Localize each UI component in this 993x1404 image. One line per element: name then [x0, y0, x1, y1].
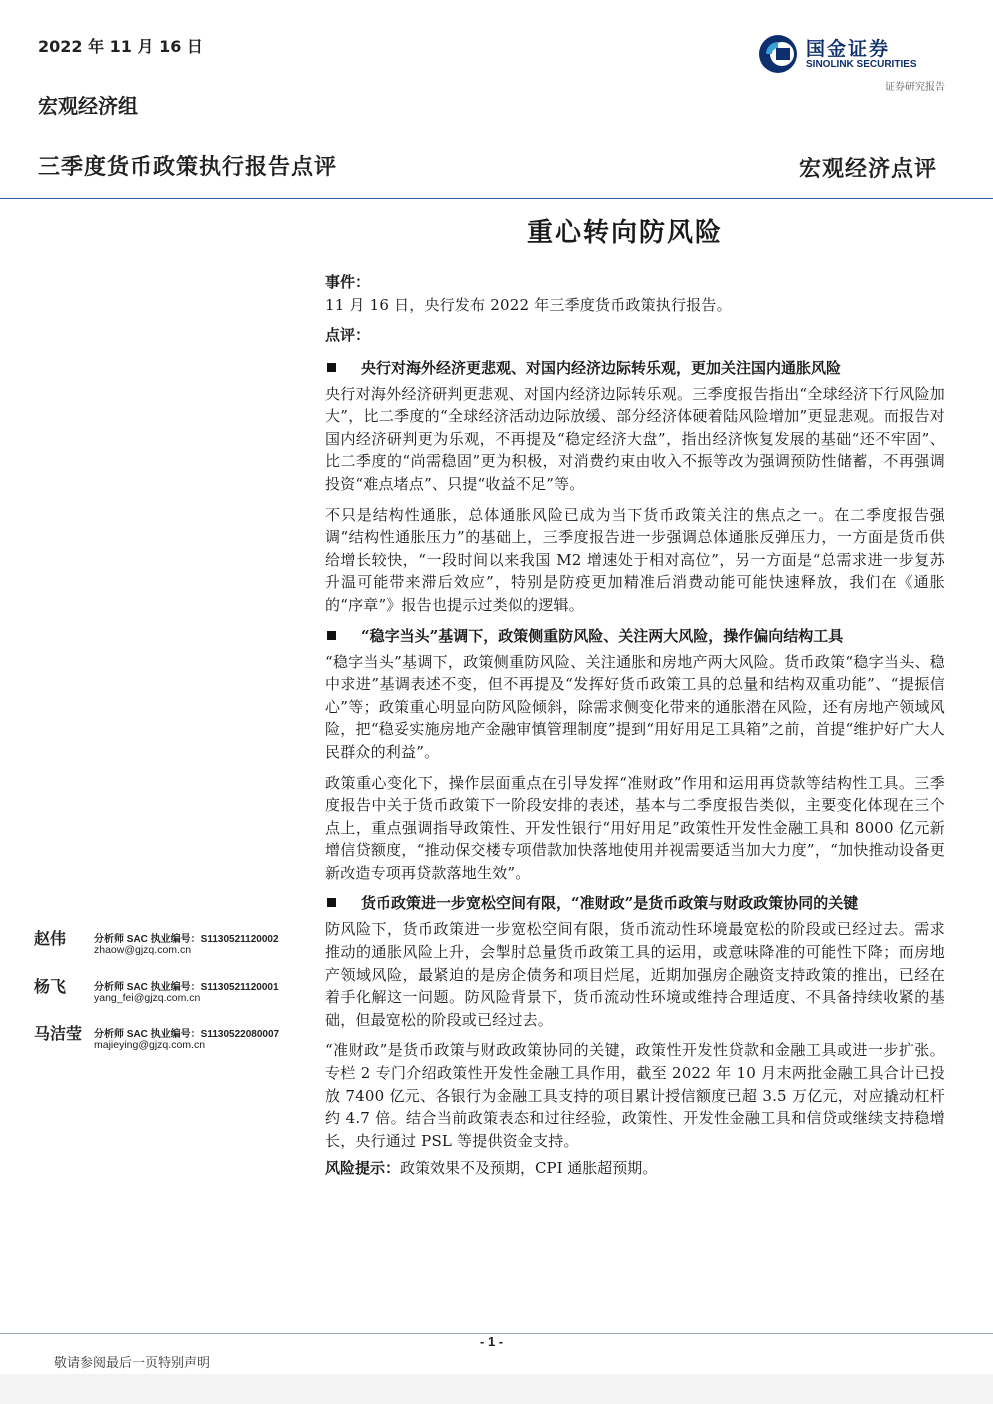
section-paragraph: 央行对海外经济研判更悲观、对国内经济边际转乐观。三季度报告指出“全球经济下行风险加大”，比二季度的“全球经济活动边际放缓、部分经济体硬着陆风险增加”更显悲观。而报告对国内经济研判更为乐观，不再提及“稳定经济大盘”，指出经济恢复发展的基础“还不牢固”、比二季度的“尚需稳固”更为积极，对消费约束由收入不振等改为强调预防性储蓄，不再强调投资“难点堵点”、只提“收益不足”等。: [325, 384, 945, 493]
analyst-sac-id: 分析师 SAC 执业编号：S1130522080007: [94, 1029, 280, 1040]
page-number: - 1 -: [480, 1334, 504, 1349]
report-body: [325, 270, 945, 1180]
event-text: 11 月 16 日，央行发布 2022 年三季度货币政策执行报告。: [325, 296, 732, 314]
section-paragraph: 政策重心变化下，操作层面重点在引导发挥“准财政”作用和运用再贷款等结构性工具。三季度报告中关于货币政策下一阶段安排的表述，基本与二季度报告类似，主要变化体现在三个点上，重点强调指导政策性、开发性银行“用好用足”政策性开发性金融工具和 8000 亿元新增信贷额度，“推动保交楼专项借款加快落地使用并视需要适当加大力度”，“加快推动设备更新改造专项再贷款落地生效”。: [325, 773, 945, 882]
analyst-name: 杨飞: [34, 977, 67, 996]
report-date: 2022 年 11 月 16 日: [38, 37, 203, 56]
sinolink-logo-icon: [756, 32, 800, 76]
square-bullet-icon: [327, 363, 336, 372]
section-paragraph: “稳字当头”基调下，政策侧重防风险、关注通胀和房地产两大风险。货币政策“稳字当头、稳中求进”基调表述不变，但不再提及“发挥好货币政策工具的总量和结构双重功能”、“提振信心”等；政策重心明显向防风险倾斜，除需求侧变化带来的通胀潜在风险，还有房地产领域风险，把“稳妥实施房地产金融审慎管理制度”提到“用好用足工具箱”之前，首提“维护好广大人民群众的利益”。: [325, 652, 945, 761]
risk-label: 风险提示：: [325, 1159, 401, 1178]
report-category: 宏观经济点评: [798, 156, 937, 182]
disclaimer-note: 敬请参阅最后一页特别声明: [54, 1356, 211, 1371]
analyst-card: [34, 1021, 314, 1061]
section-paragraph: “准财政”是货币政策与财政政策协同的关键，政策性开发性贷款和金融工具或进一步扩张。专栏 2 专门介绍政策性开发性金融工具作用，截至 2022 年 10 月末两批金融工具合计已投放 7400 亿元、各银行为金融工具支持的项目累计授信额度已超 3.5 万亿元，对应撬动杠杆约 4.7 倍。结合当前政策表态和过往经验，政策性、开发性金融工具和信贷或继续支持稳增长，央行通过 PSL 等提供资金支持。: [325, 1041, 945, 1150]
analyst-email: yang_fei@gjzq.com.cn: [94, 992, 201, 1004]
analyst-email: zhaow@gjzq.com.cn: [94, 944, 192, 956]
event-label: 事件：: [325, 273, 371, 291]
risk-warning: [325, 1156, 945, 1180]
footer-band: [0, 1374, 993, 1404]
analyst-card: [34, 926, 314, 966]
section-heading: [325, 621, 945, 651]
section-heading: [325, 353, 945, 383]
page-title: 重心转向防风险: [527, 218, 724, 248]
report-type-label: 证券研究报告: [885, 82, 945, 93]
research-group: 宏观经济组: [38, 94, 138, 118]
analyst-sac-id: 分析师 SAC 执业编号：S1130521120002: [94, 934, 279, 945]
header-divider: [0, 198, 993, 199]
section-heading-text: 央行对海外经济更悲观、对国内经济边际转乐观，更加关注国内通胀风险: [361, 358, 842, 377]
company-logo: [756, 32, 946, 76]
analyst-name: 马洁莹: [34, 1024, 83, 1043]
logo-chinese-name: 国金证券: [806, 38, 891, 60]
analyst-name: 赵伟: [34, 929, 67, 948]
risk-text: 政策效果不及预期，CPI 通胀超预期。: [400, 1159, 658, 1178]
section-heading-text: 货币政策进一步宽松空间有限，“准财政”是货币政策与财政政策协同的关键: [361, 894, 859, 913]
analyst-card: [34, 974, 314, 1014]
comment-label: 点评：: [325, 325, 371, 344]
section-heading-text: “稳字当头”基调下，政策侧重防风险、关注两大风险，操作偏向结构工具: [361, 626, 844, 645]
square-bullet-icon: [327, 898, 336, 907]
analyst-sac-id: 分析师 SAC 执业编号：S1130521120001: [94, 982, 279, 993]
logo-english-name: SINOLINK SECURITIES: [806, 59, 917, 70]
report-subtitle: 三季度货币政策执行报告点评: [38, 154, 338, 180]
section-paragraph: 防风险下，货币政策进一步宽松空间有限，货币流动性环境最宽松的阶段或已经过去。需求推动的通胀风险上升，会掣肘总量货币政策工具的运用，或意味降准的可能性下降；而房地产领域风险，最紧迫的是房企债务和项目烂尾，近期加强房企融资支持政策的推出，已经在着手化解这一问题。防风险背景下，货币流动性环境或维持合理适度、不具备持续收紧的基础，但最宽松的阶段或已经过去。: [325, 920, 945, 1029]
analyst-email: majieying@gjzq.com.cn: [94, 1039, 206, 1051]
section-heading: [325, 888, 945, 918]
square-bullet-icon: [327, 631, 336, 640]
section-paragraph: 不只是结构性通胀，总体通胀风险已成为当下货币政策关注的焦点之一。在二季度报告强调“结构性通胀压力”的基础上，三季度报告进一步强调总体通胀反弹压力，一方面是货币供给增长较快，“一段时间以来我国 M2 增速处于相对高位”，另一方面是“总需求进一步复苏升温可能带来滞后效应”，特别是防疫更加精准后消费动能可能快速释放，我们在《通胀的“序章”》报告也提示过类似的逻辑。: [325, 505, 945, 614]
